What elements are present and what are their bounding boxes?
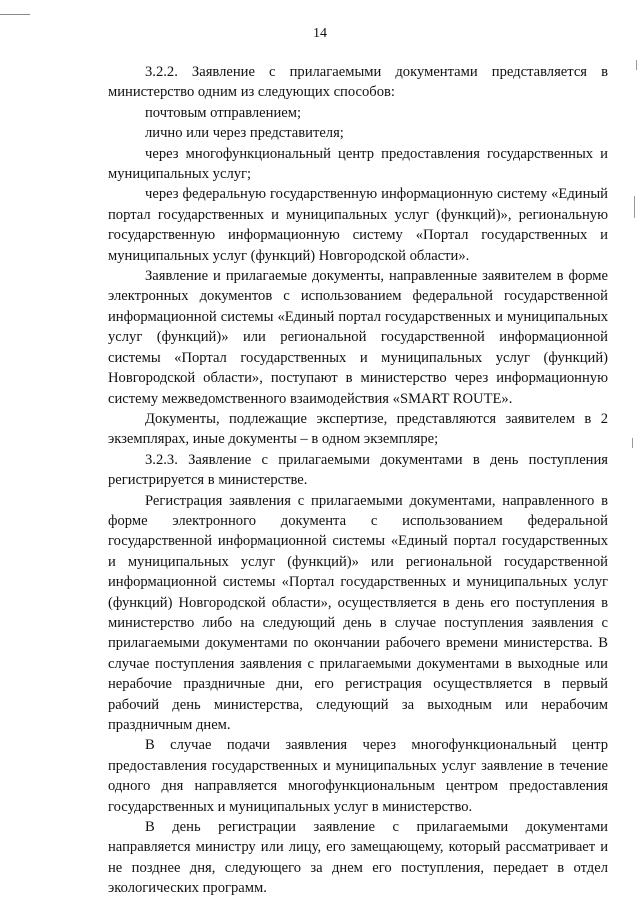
scan-edge-mark: [632, 438, 633, 448]
document-body: [108, 62, 608, 899]
scan-edge-mark: [634, 196, 635, 218]
paragraph-3-2-3: 3.2.3. Заявление с прилагаемыми документами в день поступления регистрируется в министерстве.: [108, 451, 608, 489]
scan-corner-mark: [0, 0, 30, 15]
scan-edge-mark: [636, 60, 637, 70]
page-number: 14: [313, 26, 327, 41]
list-item-post: почтовым отправлением;: [145, 104, 302, 121]
list-item-personal: лично или через представителя;: [145, 125, 344, 142]
list-item-portal: через федеральную государственную информационную систему «Единый портал государственных и муниципальных услуг (функций)», региональную государственную информационную систему «Портал государственных и муниципальных услуг (функций) Новгородской области».: [108, 186, 608, 264]
paragraph-3-2-2: 3.2.2. Заявление с прилагаемыми документами представляется в министерство одним из следующих способов:: [108, 64, 608, 101]
list-item-mfc: через многофункциональный центр предоставления государственных и муниципальных услуг;: [108, 145, 608, 183]
paragraph-electronic: Заявление и прилагаемые документы, направленные заявителем в форме электронных документов с использованием федеральной государственной информационной системы «Единый портал государственных и муниципальных услуг (функций)» или региональной государственной информационной системы «Портал государственных и муниципальных услуг (функций) Новгородской области», поступают в министерство через информационную систему межведомственного взаимодействия «SMART ROUTE».: [108, 268, 608, 407]
paragraph-copies: Документы, подлежащие экспертизе, представляются заявителем в 2 экземплярах, иные документы – в одном экземпляре;: [108, 410, 608, 448]
paragraph-minister: В день регистрации заявление с прилагаемыми документами направляется министру или лицу, его замещающему, который рассматривает и не позднее дня, следующего за днем его поступления, передает в отдел экологических программ.: [108, 819, 608, 897]
paragraph-mfc-submission: В случае подачи заявления через многофункциональный центр предоставления государственных и муниципальных услуг заявление в течение одного дня направляется многофункциональным центром предоставления государственных и муниципальных услуг в министерство.: [108, 737, 608, 815]
paragraph-registration: Регистрация заявления с прилагаемыми документами, направленного в форме электронного документа с использованием федеральной государственной информационной системы «Единый портал государственных и муниципальных услуг (функций)» или региональной государственной информационной системы «Портал государственных и муниципальных услуг (функций) Новгородской области», осуществляется в день его поступления в министерство либо на следующий день в случае поступления заявления с прилагаемыми документами по окончании рабочего времени министерства. В случае поступления заявления с прилагаемыми документами в выходные или нерабочие праздничные дни, его регистрация осуществляется в первый рабочий день министерства, следующий за выходным или нерабочим праздничным днем.: [108, 492, 608, 733]
